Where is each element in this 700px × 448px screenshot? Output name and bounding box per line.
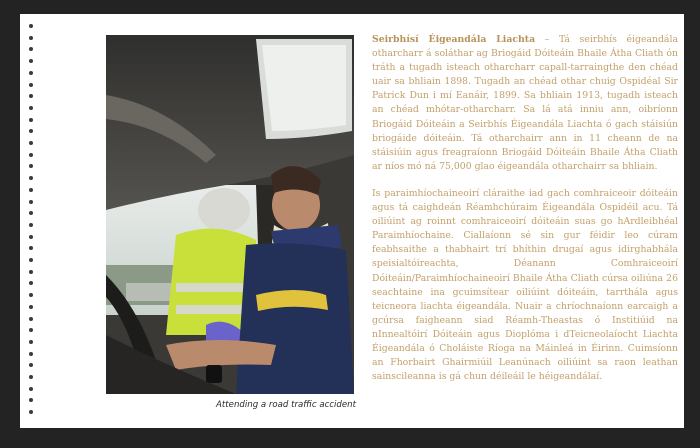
binding-hole bbox=[29, 153, 33, 157]
binding-hole bbox=[29, 59, 33, 63]
brochure-page bbox=[20, 14, 684, 428]
binding-hole bbox=[29, 340, 33, 344]
paragraph-2: Is paraimhíochaineoirí cláraithe iad gach comhraiceoir dóiteáin agus tá caighdeán Réamhchúraim Éigeandála Ospidéil acu. Tá oiliúint ag roinnt comhraiceoirí dóiteáin suas go hArdleibhéal Paraimhíochaine. Ciallaíonn sé sin gur féidir leo cúram feabhsaithe a thabhairt trí bhíthin drugaí agus idirghabhála speisialtóireachta, Déanann Comhraiceoirí Dóiteáin/Paraimhíochaineoirí Bhaile Átha Cliath cúrsa oiliúna 26 seachtaine ina gcuimsítear oiliúint dóiteáin, tarrthála agus teicneora liachta éigeandála. Nuair a chríochnaíonn earcaigh a gcúrsa faigheann siad Réamh-Theastas ó Institiúid na nInnealtóirí Dóiteáin agus Dioplóma i dTeicneolaíocht Liachta Éigeandála ó Choláiste Ríoga na Máinleá in Éirinn. Cuimsíonn an Fhorbairt Ghairmiúil Leanúnach oiliúint sa raon leathan sainscileanna is gá chun déileáil le héigeandálaí. bbox=[372, 187, 678, 383]
binding-hole bbox=[29, 106, 33, 110]
binding-hole bbox=[29, 235, 33, 239]
binding-hole bbox=[29, 211, 33, 215]
paragraph-1 bbox=[372, 33, 678, 174]
binding-hole bbox=[29, 281, 33, 285]
accident-photo bbox=[106, 35, 354, 394]
photo-illustration bbox=[106, 35, 354, 394]
binding-hole bbox=[29, 410, 33, 414]
binding-hole bbox=[29, 305, 33, 309]
binding-hole bbox=[29, 83, 33, 87]
binding-hole bbox=[29, 317, 33, 321]
binding-hole bbox=[29, 188, 33, 192]
binding-hole bbox=[29, 363, 33, 367]
binding-hole bbox=[29, 47, 33, 51]
binding-hole bbox=[29, 71, 33, 75]
binding-hole bbox=[29, 270, 33, 274]
section-heading: Seirbhísí Éigeandála Liachta bbox=[372, 34, 536, 45]
binding-hole bbox=[29, 258, 33, 262]
binding-hole bbox=[29, 129, 33, 133]
binding-hole bbox=[29, 118, 33, 122]
binding-hole bbox=[29, 387, 33, 391]
binding-hole bbox=[29, 293, 33, 297]
binding-hole bbox=[29, 94, 33, 98]
binding-hole bbox=[29, 141, 33, 145]
photo-caption: Attending a road traffic accident bbox=[216, 400, 356, 410]
paragraph-1-text: Tá seirbhís éigeandála otharcharr á soláthar ag Briogáid Dóiteáin Bhaile Átha Cliath ón tráth a tugadh isteach otharcharr capall-tarraingthe den chéad uair sa bhliain 1898. Tugadh an chéad othar chuig Ospidéal Sir Patrick Dun i mí Eanáir, 1899. Sa bhliain 1913, tugadh isteach an chéad mhótar-otharcharr. Sa lá atá inniu ann, oibríonn Briogáid Dóiteáin a Seirbhís Éigeandála Liachta ó gach stáisiún briogáide dóiteáin. Tá otharchairr ann in 11 cheann de na stáisiúin agus freagraíonn Briogáid Dóiteáin Bhaile Átha Cliath ar níos mó ná 75,000 glao éigeandála otharchairr sa bhliain. bbox=[372, 34, 678, 172]
binding-hole bbox=[29, 398, 33, 402]
binding-hole bbox=[29, 176, 33, 180]
binding-hole bbox=[29, 223, 33, 227]
binding-hole bbox=[29, 328, 33, 332]
binding-hole bbox=[29, 200, 33, 204]
binding-hole bbox=[29, 164, 33, 168]
binding-hole bbox=[29, 375, 33, 379]
binding-hole bbox=[29, 246, 33, 250]
body-text bbox=[372, 33, 678, 397]
binding-hole bbox=[29, 352, 33, 356]
binding-hole bbox=[29, 36, 33, 40]
heading-dash: – bbox=[535, 34, 559, 45]
binding-holes bbox=[29, 24, 35, 420]
binding-hole bbox=[29, 24, 33, 28]
